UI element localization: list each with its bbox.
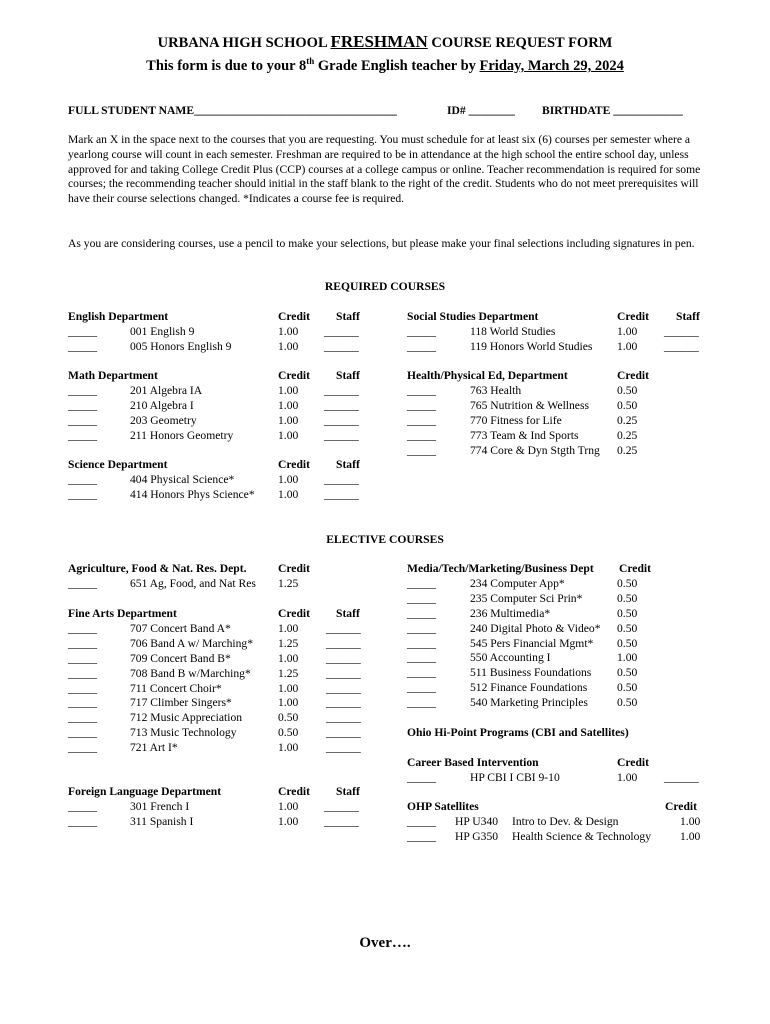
course-select-blank[interactable]: _____ [407, 576, 436, 590]
course-name: 709 Concert Band B* [130, 651, 231, 665]
course-credit: 1.00 [278, 487, 299, 501]
staff-initial-blank[interactable]: ______ [324, 428, 359, 442]
course-name: 721 Art I* [130, 741, 178, 755]
course-select-blank[interactable]: _____ [407, 398, 436, 412]
course-select-blank[interactable]: _____ [68, 472, 97, 486]
due-prefix: This form is due to your 8 [146, 57, 307, 74]
staff-initial-blank[interactable]: ______ [324, 413, 359, 427]
course-select-blank[interactable]: _____ [407, 428, 436, 442]
full-name-label: FULL STUDENT NAME [68, 104, 195, 117]
health-department-title: Health/Physical Ed, Department [407, 369, 568, 382]
credit-column-header: Credit [665, 800, 697, 813]
course-select-blank[interactable]: _____ [407, 443, 436, 457]
course-select-blank[interactable]: _____ [68, 651, 97, 665]
course-select-blank[interactable]: _____ [68, 621, 97, 635]
course-credit: 0.50 [617, 666, 638, 680]
credit-column-header: Credit [617, 310, 649, 323]
course-name: 511 Business Foundations [470, 666, 592, 680]
ohp-heading: Ohio Hi-Point Programs (CBI and Satellites) [407, 726, 629, 739]
course-credit: 1.00 [278, 651, 299, 665]
course-credit: 1.00 [278, 339, 299, 353]
social-department-title: Social Studies Department [407, 310, 539, 323]
course-select-blank[interactable]: _____ [407, 651, 436, 665]
due-date: Friday, March 29, 2024 [479, 57, 624, 74]
course-select-blank[interactable]: _____ [68, 741, 97, 755]
id-field[interactable]: ________ [468, 104, 515, 117]
course-name: 763 Health [470, 383, 522, 397]
course-select-blank[interactable]: _____ [68, 711, 97, 725]
satellites-title: OHP Satellites [407, 800, 479, 813]
course-name: 240 Digital Photo & Video* [470, 621, 601, 635]
course-name: 301 French I [130, 799, 190, 813]
credit-column-header: Credit [278, 607, 310, 620]
course-credit: 0.50 [278, 711, 299, 725]
staff-initial-blank[interactable]: ______ [326, 741, 361, 755]
title-freshman: FRESHMAN [330, 32, 428, 51]
course-name: 713 Music Technology [130, 726, 237, 740]
course-credit: 1.00 [278, 398, 299, 412]
course-code: HP G350 [455, 829, 499, 843]
staff-column-header: Staff [336, 458, 360, 471]
staff-initial-blank[interactable]: ______ [324, 814, 359, 828]
staff-initial-blank[interactable]: ______ [326, 636, 361, 650]
course-select-blank[interactable]: _____ [407, 681, 436, 695]
course-credit: 1.00 [680, 814, 701, 828]
course-name: 118 World Studies [470, 324, 556, 338]
course-name: 765 Nutrition & Wellness [470, 398, 589, 412]
full-name-field[interactable]: ___________________________________ [194, 104, 397, 117]
course-select-blank[interactable]: _____ [68, 413, 97, 427]
course-name: 201 Algebra IA [130, 383, 203, 397]
staff-initial-blank[interactable]: ______ [324, 383, 359, 397]
course-name: Health Science & Technology [512, 829, 652, 843]
required-courses-heading: REQUIRED COURSES [324, 280, 446, 293]
staff-initial-blank[interactable]: ______ [324, 398, 359, 412]
course-credit: 0.50 [278, 726, 299, 740]
course-select-blank[interactable]: _____ [407, 324, 436, 338]
course-credit: 1.00 [278, 696, 299, 710]
course-name: 235 Computer Sci Prin* [470, 591, 583, 605]
staff-initial-blank[interactable]: ______ [326, 696, 361, 710]
course-select-blank[interactable]: _____ [407, 814, 436, 828]
staff-initial-blank[interactable]: ______ [664, 339, 699, 353]
course-select-blank[interactable]: _____ [68, 428, 97, 442]
course-name: 545 Pers Financial Mgmt* [470, 636, 594, 650]
due-line [0, 52, 770, 75]
course-name: 773 Team & Ind Sports [470, 428, 579, 442]
id-label: ID# [447, 104, 466, 117]
credit-column-header: Credit [617, 369, 649, 382]
credit-column-header: Credit [278, 310, 310, 323]
course-name: 770 Fitness for Life [470, 413, 562, 427]
course-credit: 0.25 [617, 428, 638, 442]
course-credit: 1.00 [617, 651, 638, 665]
course-credit: 1.00 [278, 621, 299, 635]
staff-initial-blank[interactable]: ______ [324, 324, 359, 338]
course-name: 540 Marketing Principles [470, 696, 588, 710]
id-field-group [447, 104, 515, 119]
media-department-title: Media/Tech/Marketing/Business Dept [407, 562, 594, 575]
course-select-blank[interactable]: _____ [68, 681, 97, 695]
course-name: 774 Core & Dyn Stgth Trng [470, 443, 600, 457]
course-select-blank[interactable]: _____ [68, 799, 97, 813]
pencil-instructions-paragraph: As you are considering courses, use a pencil to make your selections, but please make your final selections including signatures in pen. [68, 237, 695, 250]
course-credit: 0.50 [617, 606, 638, 620]
credit-column-header: Credit [278, 369, 310, 382]
course-select-blank[interactable]: _____ [68, 696, 97, 710]
staff-column-header: Staff [336, 785, 360, 798]
course-name: 210 Algebra I [130, 398, 194, 412]
course-name: 707 Concert Band A* [130, 621, 231, 635]
student-info-line [68, 104, 397, 119]
course-name: 001 English 9 [130, 324, 195, 338]
course-select-blank[interactable]: _____ [407, 666, 436, 680]
staff-initial-blank[interactable]: ______ [324, 487, 359, 501]
staff-initial-blank[interactable]: ______ [664, 324, 699, 338]
staff-initial-blank[interactable]: ______ [326, 711, 361, 725]
course-name: 311 Spanish I [130, 814, 194, 828]
elective-courses-heading: ELECTIVE COURSES [326, 533, 444, 546]
course-credit: 1.00 [278, 472, 299, 486]
course-credit: 0.25 [617, 443, 638, 457]
over-footer: Over…. [359, 935, 411, 951]
course-credit: 1.00 [617, 770, 638, 784]
career-department-title: Career Based Intervention [407, 756, 539, 769]
course-select-blank[interactable]: _____ [68, 666, 97, 680]
course-select-blank[interactable]: _____ [68, 324, 97, 338]
course-name: 234 Computer App* [470, 576, 565, 590]
course-credit: 1.25 [278, 576, 299, 590]
title-school: URBANA HIGH SCHOOL [157, 35, 327, 51]
course-select-blank[interactable]: _____ [407, 696, 436, 710]
course-name: 512 Finance Foundations [470, 681, 588, 695]
staff-initial-blank[interactable]: ______ [326, 651, 361, 665]
course-credit: 0.50 [617, 636, 638, 650]
course-credit: 0.50 [617, 696, 638, 710]
course-select-blank[interactable]: _____ [68, 726, 97, 740]
course-credit: 1.00 [278, 799, 299, 813]
staff-column-header: Staff [676, 310, 700, 323]
course-name: 651 Ag, Food, and Nat Res [130, 576, 256, 590]
course-name: 203 Geometry [130, 413, 197, 427]
staff-initial-blank[interactable]: ______ [326, 621, 361, 635]
course-credit: 1.25 [278, 636, 299, 650]
course-name: 706 Band A w/ Marching* [130, 636, 254, 650]
course-credit: 1.00 [278, 413, 299, 427]
due-mid: Grade English teacher by [314, 57, 480, 74]
course-select-blank[interactable]: _____ [407, 770, 436, 784]
credit-column-header: Credit [278, 785, 310, 798]
course-credit: 0.50 [617, 383, 638, 397]
credit-column-header: Credit [278, 562, 310, 575]
science-department-title: Science Department [68, 458, 168, 471]
course-name: HP CBI I CBI 9-10 [470, 770, 560, 784]
course-select-blank[interactable]: _____ [68, 814, 97, 828]
course-credit: 0.50 [617, 398, 638, 412]
course-name: 236 Multimedia* [470, 606, 551, 620]
course-select-blank[interactable]: _____ [407, 621, 436, 635]
course-select-blank[interactable]: _____ [407, 606, 436, 620]
course-name: 404 Physical Science* [130, 472, 235, 486]
english-department-title: English Department [68, 310, 169, 323]
math-department-title: Math Department [68, 369, 158, 382]
staff-initial-blank[interactable]: ______ [324, 799, 359, 813]
staff-column-header: Staff [336, 310, 360, 323]
course-credit: 1.00 [278, 383, 299, 397]
course-credit: 1.00 [278, 814, 299, 828]
course-select-blank[interactable]: _____ [407, 591, 436, 605]
course-select-blank[interactable]: _____ [68, 576, 97, 590]
course-select-blank[interactable]: _____ [407, 383, 436, 397]
course-select-blank[interactable]: _____ [68, 398, 97, 412]
course-select-blank[interactable]: _____ [68, 636, 97, 650]
due-sup: th [306, 56, 315, 66]
course-select-blank[interactable]: _____ [68, 383, 97, 397]
course-name: 119 Honors World Studies [470, 339, 593, 353]
course-name: 211 Honors Geometry [130, 428, 234, 442]
course-name: 550 Accounting I [470, 651, 551, 665]
course-code: HP U340 [455, 814, 499, 828]
staff-initial-blank[interactable]: ______ [324, 339, 359, 353]
agriculture-department-title: Agriculture, Food & Nat. Res. Dept. [68, 562, 247, 575]
course-name: 712 Music Appreciation [130, 711, 243, 725]
foreign-department-title: Foreign Language Department [68, 785, 222, 798]
course-credit: 1.00 [278, 324, 299, 338]
course-credit: 0.50 [617, 681, 638, 695]
staff-initial-blank[interactable]: ______ [326, 726, 361, 740]
staff-initial-blank[interactable]: ______ [664, 770, 699, 784]
staff-initial-blank[interactable]: ______ [324, 472, 359, 486]
birthdate-field[interactable]: ____________ [613, 104, 683, 117]
course-select-blank[interactable]: _____ [407, 829, 436, 843]
staff-column-header: Staff [336, 607, 360, 620]
credit-column-header: Credit [619, 562, 651, 575]
course-credit: 1.00 [278, 428, 299, 442]
credit-column-header: Credit [617, 756, 649, 769]
course-name: 717 Climber Singers* [130, 696, 232, 710]
course-credit: 0.25 [617, 413, 638, 427]
finearts-department-title: Fine Arts Department [68, 607, 177, 620]
staff-column-header: Staff [336, 369, 360, 382]
title-form: COURSE REQUEST FORM [431, 35, 613, 51]
course-name: 708 Band B w/Marching* [130, 666, 251, 680]
course-credit: 1.00 [278, 681, 299, 695]
course-credit: 1.00 [617, 324, 638, 338]
form-title [0, 33, 770, 52]
course-name: 711 Concert Choir* [130, 681, 222, 695]
credit-column-header: Credit [278, 458, 310, 471]
course-name: 005 Honors English 9 [130, 339, 232, 353]
course-name: Intro to Dev. & Design [512, 814, 619, 828]
course-select-blank[interactable]: _____ [407, 636, 436, 650]
staff-initial-blank[interactable]: ______ [326, 681, 361, 695]
birthdate-field-group [542, 104, 683, 119]
course-select-blank[interactable]: _____ [407, 413, 436, 427]
course-select-blank[interactable]: _____ [407, 339, 436, 353]
course-select-blank[interactable]: _____ [68, 487, 97, 501]
course-credit: 0.50 [617, 591, 638, 605]
course-credit: 1.00 [278, 741, 299, 755]
staff-initial-blank[interactable]: ______ [326, 666, 361, 680]
course-name: 414 Honors Phys Science* [130, 487, 255, 501]
course-select-blank[interactable]: _____ [68, 339, 97, 353]
course-credit: 0.50 [617, 576, 638, 590]
course-credit: 1.00 [680, 829, 701, 843]
course-credit: 0.50 [617, 621, 638, 635]
course-credit: 1.00 [617, 339, 638, 353]
instructions-paragraph: Mark an X in the space next to the courses that you are requesting. You must schedule for at least six (6) courses per semester where a yearlong course will count in each semester. Freshman are required to be in attendance at the high school the entire school day, unless approved for and taking College Credit Plus (CCP) courses at a college campus or online. Teacher recommendation is required for some courses; the recommending teacher should initial in the staff blank to the right of the credit. Students who do not meet prerequisites will have their course selections changed. *Indicates a course fee is required. [68, 133, 701, 206]
birthdate-label: BIRTHDATE [542, 104, 611, 117]
course-credit: 1.25 [278, 666, 299, 680]
